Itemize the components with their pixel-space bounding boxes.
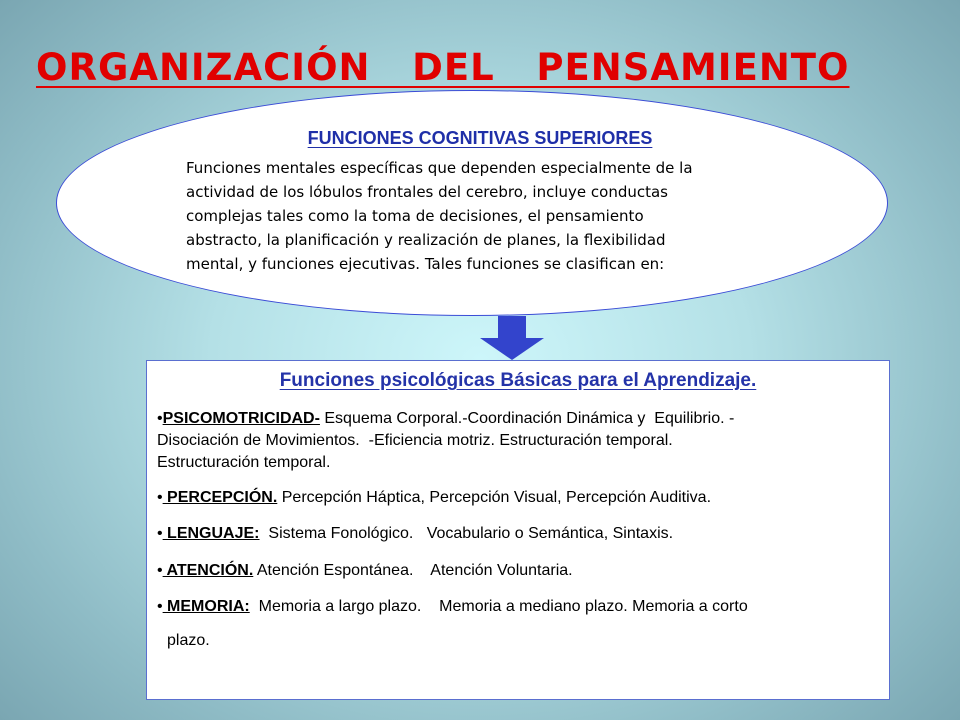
- page-title: ORGANIZACIÓN DEL PENSAMIENTO: [36, 46, 850, 89]
- down-arrow-icon: [480, 316, 544, 360]
- item-text: Sistema Fonológico. Vocabulario o Semántica, Sintaxis.: [259, 525, 674, 542]
- list-item-psicomotricidad: [157, 408, 857, 474]
- item-label: PERCEPCIÓN.: [162, 489, 278, 506]
- basic-functions-heading: Funciones psicológicas Básicas para el Aprendizaje.: [279, 370, 757, 391]
- cognitive-functions-description: [186, 156, 776, 276]
- item-label: PSICOMOTRICIDAD-: [162, 410, 320, 427]
- item-text-continued: plazo.: [167, 632, 210, 649]
- list-item-memoria: [157, 596, 857, 652]
- description-line: complejas tales como la toma de decisiones, el pensamiento: [186, 207, 644, 225]
- list-item-percepcion: [157, 487, 857, 509]
- description-line: actividad de los lóbulos frontales del cerebro, incluye conductas: [186, 183, 668, 201]
- description-line: mental, y funciones ejecutivas. Tales funciones se clasifican en:: [186, 255, 665, 273]
- item-text: Memoria a largo plazo. Memoria a mediano plazo. Memoria a corto: [249, 598, 748, 615]
- bullet: •: [157, 410, 163, 427]
- description-line: abstracto, la planificación y realización de planes, la flexibilidad: [186, 231, 666, 249]
- cognitive-functions-heading: FUNCIONES COGNITIVAS SUPERIORES: [307, 128, 653, 148]
- item-text-continued: Disociación de Movimientos. -Eficiencia motriz. Estructuración temporal.: [157, 432, 673, 449]
- item-text: Percepción Háptica, Percepción Visual, Percepción Auditiva.: [277, 489, 712, 506]
- list-item-lenguaje: [157, 523, 857, 545]
- bullet: •: [157, 525, 163, 542]
- item-text: Esquema Corporal.-Coordinación Dinámica y Equilibrio. -: [319, 410, 735, 427]
- bullet: •: [157, 562, 163, 579]
- description-line: Funciones mentales específicas que dependen especialmente de la: [186, 159, 693, 177]
- item-text-continued: Estructuración temporal.: [157, 454, 331, 471]
- bullet: •: [157, 489, 163, 506]
- list-item-atencion: [157, 560, 857, 582]
- item-label: LENGUAJE:: [162, 525, 260, 542]
- bullet: •: [157, 598, 163, 615]
- item-label: ATENCIÓN.: [162, 562, 254, 579]
- item-label: MEMORIA:: [162, 598, 250, 615]
- item-text: Atención Espontánea. Atención Voluntaria.: [253, 562, 573, 579]
